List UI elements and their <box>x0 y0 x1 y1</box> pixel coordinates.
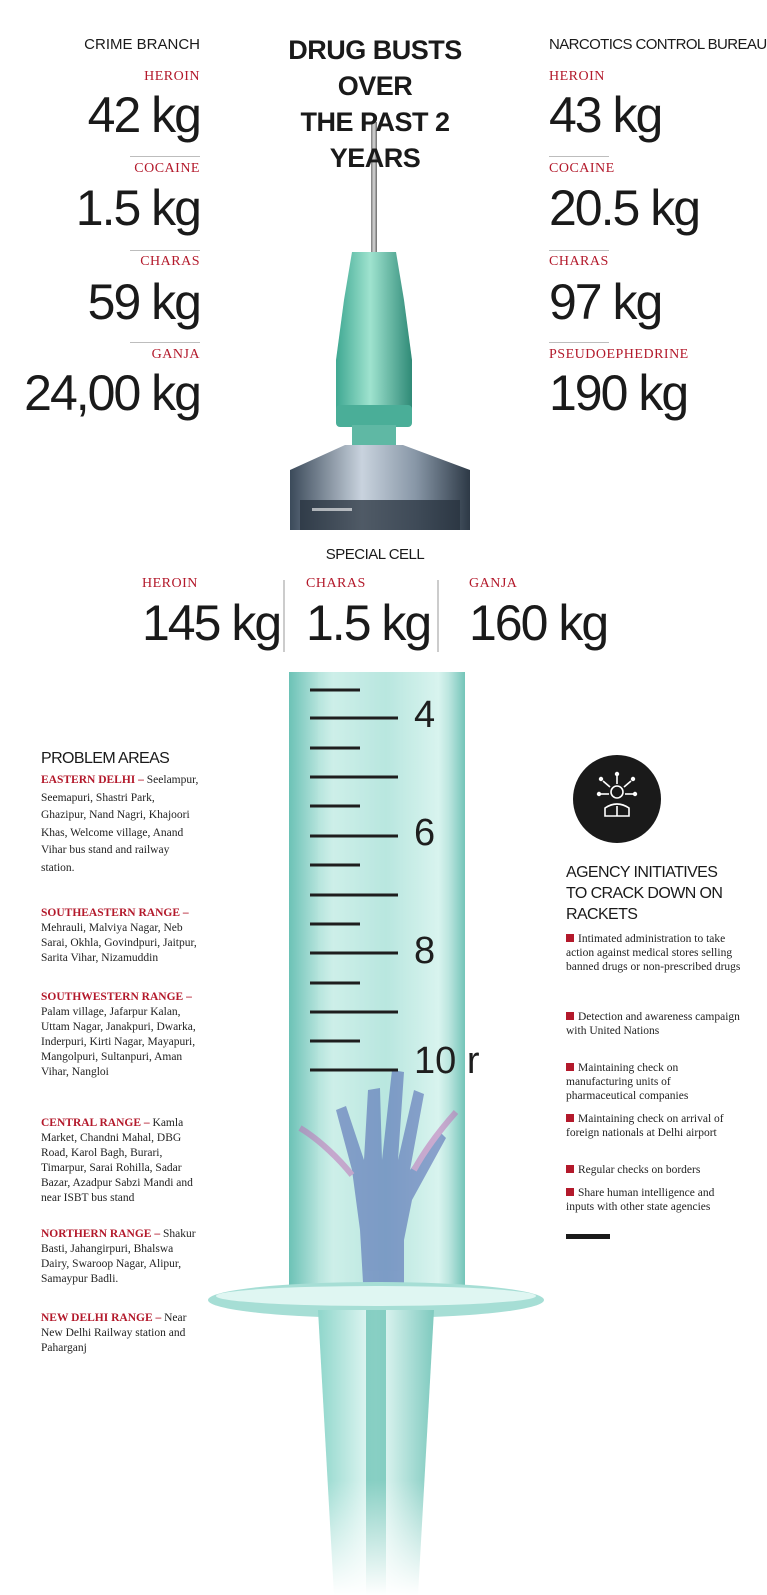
divider <box>549 342 609 343</box>
region-text: Palam village, Jafarpur Kalan, Uttam Nagar, Janakpuri, Dwarka, Inderpuri, Kirti Nagar, Mayapuri, Mangolpuri, Sultanpuri, Aman Vihar, Nangloi <box>41 1006 196 1078</box>
initiative-item <box>566 1061 742 1103</box>
initiative-text: Detection and awareness campaign with United Nations <box>566 1011 740 1037</box>
ncb-value-cocaine: 20.5 kg <box>549 180 700 236</box>
divider <box>549 250 609 251</box>
crime-branch-value-charas: 59 kg <box>87 274 200 330</box>
crime-branch-value-heroin: 42 kg <box>87 87 200 143</box>
scale-label-8: 8 <box>414 930 436 972</box>
initiative-item <box>566 1010 742 1038</box>
ncb-value-charas: 97 kg <box>549 274 662 330</box>
region-text: Mehrauli, Malviya Nagar, Neb Sarai, Okhla, Govindpuri, Jaitpur, Sarita Vihar, Nizamuddin <box>41 922 197 964</box>
divider <box>130 342 200 343</box>
bullet-square-icon <box>566 1165 574 1173</box>
bullet-square-icon <box>566 1114 574 1122</box>
initiatives-heading <box>566 862 741 925</box>
problem-areas-heading: PROBLEM AREAS <box>41 750 170 767</box>
region-name: EASTERN DELHI <box>41 774 136 786</box>
crime-branch-label-charas: CHARAS <box>140 254 200 269</box>
region-southwestern-range <box>41 990 201 1080</box>
region-separator: – <box>141 1117 153 1129</box>
region-text: Shakur Basti, Jahangirpuri, Bhalswa Dairy, Swaroop Nagar, Alipur, Samaypur Badli. <box>41 1228 196 1285</box>
crime-branch-label-ganja: GANJA <box>151 347 200 362</box>
initiatives-end-bar <box>566 1234 610 1239</box>
region-southeastern-range <box>41 906 201 966</box>
ncb-label-cocaine: COCAINE <box>549 161 615 176</box>
initiative-item <box>566 1186 742 1214</box>
initiatives-heading-line-2: TO CRACK DOWN ON <box>566 885 723 902</box>
divider <box>549 156 609 157</box>
officer-network-icon <box>572 754 662 844</box>
region-eastern-delhi <box>41 772 201 877</box>
region-text: Kamla Market, Chandni Mahal, DBG Road, Karol Bagh, Burari, Timarpur, Sarai Rohilla, Sadar Bazar, Azadpur Sabzi Mandi and near ISBT bus stand <box>41 1117 193 1204</box>
initiative-text: Maintaining check on arrival of foreign nationals at Delhi airport <box>566 1113 724 1139</box>
scale-label-10: 10 r <box>414 1040 480 1082</box>
special-cell-label-charas: CHARAS <box>306 576 366 591</box>
special-cell-label-heroin: HEROIN <box>142 576 198 591</box>
initiative-text: Intimated administration to take action against medical stores selling banned drugs or non-prescribed drugs <box>566 933 741 973</box>
special-cell-value-ganja: 160 kg <box>469 595 608 651</box>
crime-branch-label-cocaine: COCAINE <box>134 161 200 176</box>
crime-branch-value-cocaine: 1.5 kg <box>75 180 200 236</box>
initiative-text: Regular checks on borders <box>578 1164 701 1176</box>
special-cell-label-ganja: GANJA <box>469 576 518 591</box>
title-line-1: DRUG BUSTS OVER <box>288 35 462 101</box>
region-name: NORTHERN RANGE <box>41 1228 152 1240</box>
ncb-label-charas: CHARAS <box>549 254 609 269</box>
special-cell-value-heroin: 145 kg <box>142 595 281 651</box>
ncb-heading: NARCOTICS CONTROL BUREAU <box>549 36 767 53</box>
region-new-delhi-range <box>41 1311 201 1356</box>
region-name: SOUTHEASTERN RANGE <box>41 907 180 919</box>
region-text: Near New Delhi Railway station and Paharganj <box>41 1312 187 1354</box>
divider <box>130 156 200 157</box>
special-cell-value-charas: 1.5 kg <box>306 595 431 651</box>
crime-branch-label-heroin: HEROIN <box>144 69 200 84</box>
special-cell-heading: SPECIAL CELL <box>325 546 425 563</box>
region-separator: – <box>180 907 189 919</box>
initiative-text: Maintaining check on manufacturing units of pharmaceutical companies <box>566 1062 689 1102</box>
initiatives-heading-line-1: AGENCY INITIATIVES <box>566 864 718 881</box>
region-name: SOUTHWESTERN RANGE <box>41 991 184 1003</box>
scale-label-6: 6 <box>414 812 436 854</box>
bullet-square-icon <box>566 1063 574 1071</box>
region-separator: – <box>152 1312 165 1324</box>
divider <box>130 250 200 251</box>
crime-branch-section <box>20 36 200 53</box>
bullet-square-icon <box>566 1012 574 1020</box>
ncb-value-pseudoephedrine: 190 kg <box>549 365 688 421</box>
region-separator: – <box>135 774 144 786</box>
region-text: Seelampur, Seemapuri, Shastri Park, Ghazipur, Nand Nagri, Khajoori Khas, Welcome village, Anand Vihar bus stand and railway station. <box>41 774 199 874</box>
scale-label-4: 4 <box>414 694 436 736</box>
bullet-square-icon <box>566 1188 574 1196</box>
bullet-square-icon <box>566 934 574 942</box>
initiative-item <box>566 932 742 974</box>
region-northern-range <box>41 1227 201 1287</box>
initiatives-heading-line-3: RACKETS <box>566 906 638 923</box>
region-name: CENTRAL RANGE <box>41 1117 142 1129</box>
ncb-label-heroin: HEROIN <box>549 69 605 84</box>
region-separator: – <box>183 991 192 1003</box>
ncb-value-heroin: 43 kg <box>549 87 662 143</box>
page-title <box>255 32 495 176</box>
initiative-item <box>566 1112 742 1140</box>
crime-branch-value-ganja: 24,00 kg <box>24 365 200 421</box>
initiative-item <box>566 1163 742 1177</box>
initiative-text: Share human intelligence and inputs with other state agencies <box>566 1187 715 1213</box>
ncb-label-pseudoephedrine: PSEUDOEPHEDRINE <box>549 347 689 362</box>
region-central-range <box>41 1116 201 1206</box>
region-separator: – <box>151 1228 161 1240</box>
region-name: NEW DELHI RANGE <box>41 1312 153 1324</box>
title-line-2: THE PAST 2 YEARS <box>300 107 450 173</box>
crime-branch-heading: CRIME BRANCH <box>84 36 200 53</box>
